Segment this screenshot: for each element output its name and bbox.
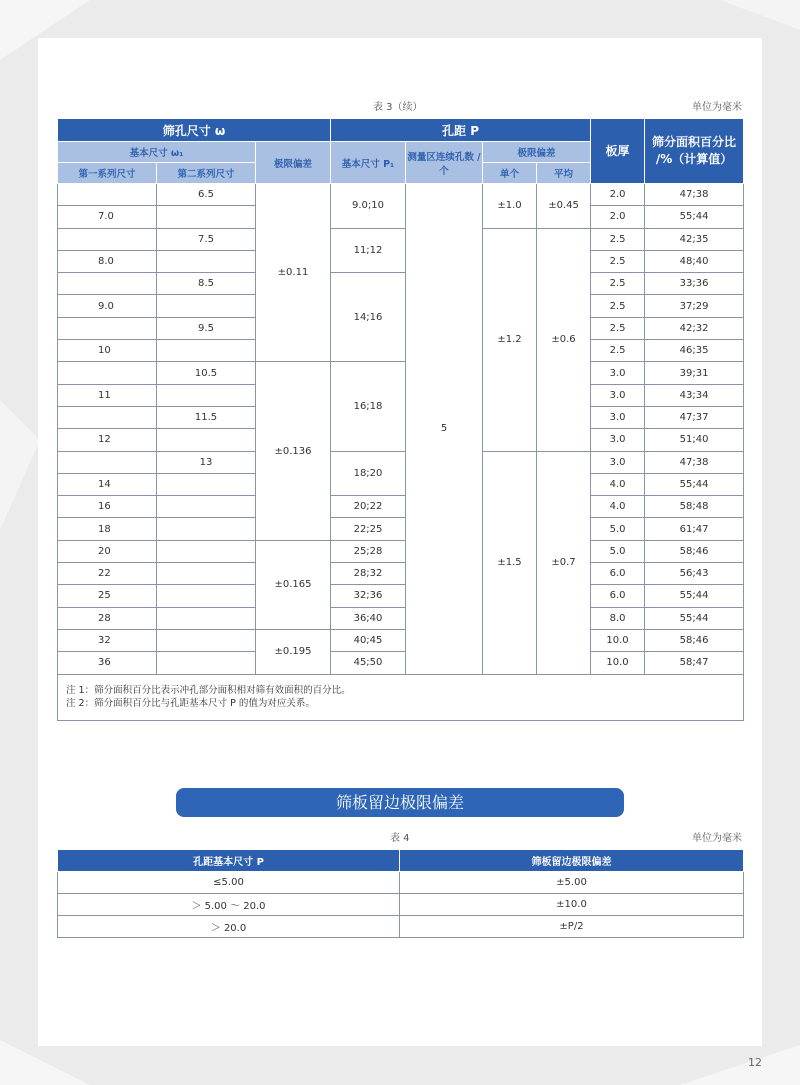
second-series-cell: 6.5 bbox=[157, 184, 256, 206]
thickness-cell: 3.0 bbox=[591, 429, 645, 451]
limit-dev-cell: ±0.195 bbox=[256, 629, 331, 674]
side-decoration bbox=[0, 400, 40, 530]
thickness-cell: 2.5 bbox=[591, 340, 645, 362]
second-series-cell bbox=[157, 540, 256, 562]
thickness-cell: 2.5 bbox=[591, 273, 645, 295]
limit-dev-cell: ±0.136 bbox=[256, 362, 331, 540]
first-series-cell: 32 bbox=[58, 629, 157, 651]
measure-holes-cell: 5 bbox=[406, 184, 483, 675]
thickness-cell: 8.0 bbox=[591, 607, 645, 629]
first-series-cell: 18 bbox=[58, 518, 157, 540]
pitch-average-cell: ±0.6 bbox=[537, 228, 591, 451]
thickness-cell: 3.0 bbox=[591, 384, 645, 406]
second-series-cell bbox=[157, 295, 256, 317]
thickness-cell: 3.0 bbox=[591, 362, 645, 384]
thickness-cell: 2.5 bbox=[591, 250, 645, 272]
corner-decoration bbox=[680, 1045, 800, 1085]
first-series-cell bbox=[58, 184, 157, 206]
pitch-basic-cell: 25;28 bbox=[331, 540, 406, 562]
table4-caption: 表 4 bbox=[390, 833, 410, 844]
second-series-cell bbox=[157, 563, 256, 585]
second-series-cell bbox=[157, 629, 256, 651]
thickness-cell: 5.0 bbox=[591, 518, 645, 540]
area-percent-cell: 46;35 bbox=[645, 340, 744, 362]
thickness-cell: 2.5 bbox=[591, 317, 645, 339]
first-series-cell: 7.0 bbox=[58, 206, 157, 228]
header-basic-size-p: 基本尺寸 P₁ bbox=[331, 142, 406, 184]
first-series-cell: 8.0 bbox=[58, 250, 157, 272]
second-series-cell bbox=[157, 384, 256, 406]
first-series-cell: 9.0 bbox=[58, 295, 157, 317]
header-measure-holes: 测量区连续孔数 / 个 bbox=[406, 142, 483, 184]
first-series-cell bbox=[58, 451, 157, 473]
first-series-cell: 16 bbox=[58, 496, 157, 518]
header-sieve-size: 筛孔尺寸 ω bbox=[58, 119, 331, 142]
first-series-cell: 11 bbox=[58, 384, 157, 406]
thickness-cell: 3.0 bbox=[591, 451, 645, 473]
area-percent-cell: 47;38 bbox=[645, 451, 744, 473]
second-series-cell bbox=[157, 518, 256, 540]
pitch-range-cell: ＞ 5.00 ～ 20.0 bbox=[58, 894, 400, 916]
area-percent-cell: 55;44 bbox=[645, 206, 744, 228]
pitch-average-cell: ±0.7 bbox=[537, 451, 591, 674]
pitch-basic-cell: 18;20 bbox=[331, 451, 406, 496]
area-percent-cell: 56;43 bbox=[645, 563, 744, 585]
pitch-average-cell: ±0.45 bbox=[537, 184, 591, 229]
area-percent-cell: 43;34 bbox=[645, 384, 744, 406]
pitch-basic-cell: 20;22 bbox=[331, 496, 406, 518]
header-limit-dev: 极限偏差 bbox=[256, 142, 331, 184]
area-percent-cell: 37;29 bbox=[645, 295, 744, 317]
pitch-basic-cell: 40;45 bbox=[331, 629, 406, 651]
pitch-basic-cell: 32;36 bbox=[331, 585, 406, 607]
pitch-range-cell: ≤5.00 bbox=[58, 872, 400, 894]
table4-unit: 单位为毫米 bbox=[692, 833, 742, 844]
thickness-cell: 2.5 bbox=[591, 295, 645, 317]
area-percent-cell: 51;40 bbox=[645, 429, 744, 451]
thickness-cell: 3.0 bbox=[591, 406, 645, 428]
area-percent-cell: 42;35 bbox=[645, 228, 744, 250]
pitch-single-cell: ±1.5 bbox=[483, 451, 537, 674]
pitch-basic-cell: 45;50 bbox=[331, 652, 406, 674]
table-notes bbox=[58, 674, 744, 720]
area-percent-cell: 47;38 bbox=[645, 184, 744, 206]
corner-decoration bbox=[720, 0, 800, 30]
second-series-cell bbox=[157, 340, 256, 362]
note-line: 注 2：筛分面积百分比与孔距基本尺寸 P 的值为对应关系。 bbox=[66, 698, 315, 710]
area-percent-cell: 55;44 bbox=[645, 607, 744, 629]
first-series-cell: 28 bbox=[58, 607, 157, 629]
first-series-cell: 10 bbox=[58, 340, 157, 362]
pitch-single-cell: ±1.0 bbox=[483, 184, 537, 229]
area-percent-cell: 33;36 bbox=[645, 273, 744, 295]
thickness-cell: 4.0 bbox=[591, 473, 645, 495]
second-series-cell: 9.5 bbox=[157, 317, 256, 339]
second-series-cell: 7.5 bbox=[157, 228, 256, 250]
pitch-range-cell: ＞ 20.0 bbox=[58, 916, 400, 938]
header-average: 平均 bbox=[537, 163, 591, 184]
pitch-basic-cell: 22;25 bbox=[331, 518, 406, 540]
edge-tolerance-cell: ±5.00 bbox=[400, 872, 744, 894]
limit-dev-cell: ±0.11 bbox=[256, 184, 331, 362]
pitch-basic-cell: 16;18 bbox=[331, 362, 406, 451]
pitch-basic-cell: 9.0;10 bbox=[331, 184, 406, 229]
edge-tolerance-table bbox=[57, 849, 744, 938]
corner-decoration bbox=[0, 1040, 90, 1085]
header-first-series: 第一系列尺寸 bbox=[58, 163, 157, 184]
first-series-cell: 20 bbox=[58, 540, 157, 562]
header-open-area: 筛分面积百分比 /%（计算值） bbox=[645, 119, 744, 184]
first-series-cell: 22 bbox=[58, 563, 157, 585]
page-number: 12 bbox=[748, 1056, 762, 1069]
pitch-basic-cell: 28;32 bbox=[331, 563, 406, 585]
area-percent-cell: 61;47 bbox=[645, 518, 744, 540]
second-series-cell bbox=[157, 652, 256, 674]
second-series-cell: 11.5 bbox=[157, 406, 256, 428]
pitch-basic-cell: 11;12 bbox=[331, 228, 406, 273]
thickness-cell: 6.0 bbox=[591, 563, 645, 585]
second-series-cell bbox=[157, 473, 256, 495]
first-series-cell: 25 bbox=[58, 585, 157, 607]
second-series-cell: 10.5 bbox=[157, 362, 256, 384]
area-percent-cell: 58;47 bbox=[645, 652, 744, 674]
second-series-cell bbox=[157, 496, 256, 518]
area-percent-cell: 42;32 bbox=[645, 317, 744, 339]
header-pitch-basic: 孔距基本尺寸 P bbox=[58, 850, 400, 872]
edge-tolerance-cell: ±P/2 bbox=[400, 916, 744, 938]
header-pitch: 孔距 P bbox=[331, 119, 591, 142]
thickness-cell: 10.0 bbox=[591, 652, 645, 674]
first-series-cell bbox=[58, 273, 157, 295]
second-series-cell bbox=[157, 250, 256, 272]
area-percent-cell: 47;37 bbox=[645, 406, 744, 428]
pitch-basic-cell: 14;16 bbox=[331, 273, 406, 362]
area-percent-cell: 58;46 bbox=[645, 629, 744, 651]
area-percent-cell: 58;46 bbox=[645, 540, 744, 562]
first-series-cell bbox=[58, 362, 157, 384]
area-percent-cell: 39;31 bbox=[645, 362, 744, 384]
section-title: 筛板留边极限偏差 bbox=[176, 788, 624, 817]
first-series-cell: 36 bbox=[58, 652, 157, 674]
first-series-cell bbox=[58, 406, 157, 428]
sieve-table bbox=[57, 118, 744, 721]
area-percent-cell: 48;40 bbox=[645, 250, 744, 272]
second-series-cell bbox=[157, 429, 256, 451]
first-series-cell: 14 bbox=[58, 473, 157, 495]
area-percent-cell: 58;48 bbox=[645, 496, 744, 518]
header-basic-size-w: 基本尺寸 ω₁ bbox=[58, 142, 256, 163]
first-series-cell: 12 bbox=[58, 429, 157, 451]
second-series-cell bbox=[157, 585, 256, 607]
first-series-cell bbox=[58, 228, 157, 250]
document-page bbox=[38, 38, 762, 1046]
pitch-single-cell: ±1.2 bbox=[483, 228, 537, 451]
pitch-basic-cell: 36;40 bbox=[331, 607, 406, 629]
edge-tolerance-cell: ±10.0 bbox=[400, 894, 744, 916]
note-line: 注 1：筛分面积百分比表示冲孔部分面积相对筛有效面积的百分比。 bbox=[66, 685, 351, 697]
area-percent-cell: 55;44 bbox=[645, 473, 744, 495]
thickness-cell: 10.0 bbox=[591, 629, 645, 651]
area-percent-cell: 55;44 bbox=[645, 585, 744, 607]
thickness-cell: 5.0 bbox=[591, 540, 645, 562]
header-single: 单个 bbox=[483, 163, 537, 184]
second-series-cell: 8.5 bbox=[157, 273, 256, 295]
second-series-cell: 13 bbox=[157, 451, 256, 473]
header-plate-thickness: 板厚 bbox=[591, 119, 645, 184]
table3-unit: 单位为毫米 bbox=[692, 102, 742, 113]
header-limit-dev-p: 极限偏差 bbox=[483, 142, 591, 163]
thickness-cell: 6.0 bbox=[591, 585, 645, 607]
thickness-cell: 2.5 bbox=[591, 228, 645, 250]
header-edge-tolerance: 筛板留边极限偏差 bbox=[400, 850, 744, 872]
second-series-cell bbox=[157, 607, 256, 629]
thickness-cell: 4.0 bbox=[591, 496, 645, 518]
table3-caption: 表 3（续） bbox=[373, 102, 423, 113]
thickness-cell: 2.0 bbox=[591, 206, 645, 228]
header-second-series: 第二系列尺寸 bbox=[157, 163, 256, 184]
second-series-cell bbox=[157, 206, 256, 228]
limit-dev-cell: ±0.165 bbox=[256, 540, 331, 629]
thickness-cell: 2.0 bbox=[591, 184, 645, 206]
first-series-cell bbox=[58, 317, 157, 339]
